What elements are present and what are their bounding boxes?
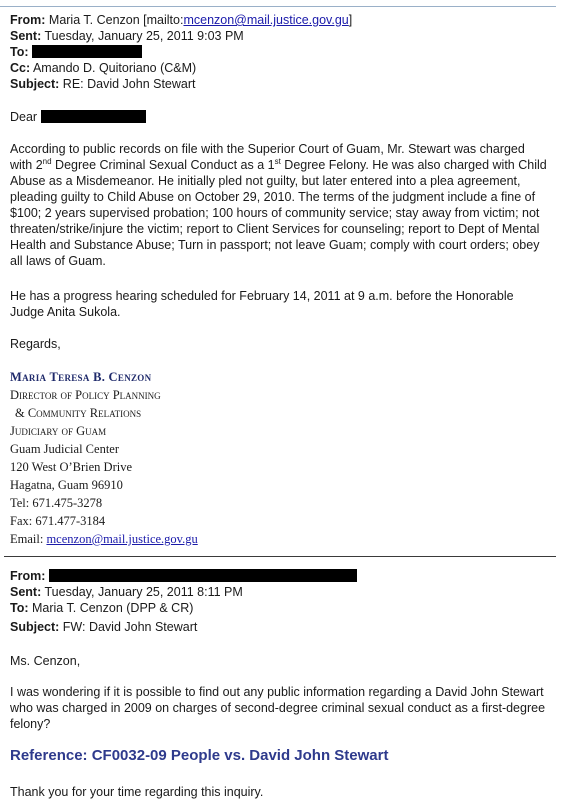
para1-part-b: Degree Criminal Sexual Conduct as a 1 [51, 158, 275, 172]
from-email-link[interactable]: mcenzon@mail.justice.gov.gu [183, 13, 349, 27]
signature-building: Guam Judicial Center [10, 442, 119, 456]
subject-label: Subject: [10, 77, 60, 91]
to-label: To: [10, 45, 29, 59]
reply-subject-line [10, 76, 555, 92]
from-label: From: [10, 13, 46, 27]
orig-from-label: From: [10, 569, 46, 583]
from-close: ] [348, 13, 353, 27]
from-value: Maria T. Cenzon [mailto: [48, 13, 184, 27]
reply-to-line [10, 44, 555, 60]
subject-value: RE: David John Stewart [62, 77, 196, 91]
signature-title-1: Director of Policy Planning [10, 388, 161, 402]
reply-sent-line [10, 28, 555, 44]
reference-line: Reference: CF0032-09 People vs. David John Stewart [10, 747, 389, 764]
original-thanks: Thank you for your time regarding this inquiry. [10, 785, 264, 799]
redacted-recipient [32, 45, 142, 58]
greeting-text: Dear [10, 110, 38, 124]
cc-label: Cc: [10, 61, 31, 75]
signature-fax: Fax: 671.477-3184 [10, 514, 106, 528]
signature-email-label: Email: [10, 532, 47, 546]
message-divider [4, 556, 556, 557]
reply-from-line [10, 12, 555, 28]
para1-part-c: Degree Felony. He was also charged with Child Abuse as a Misdemeanor. He initially pled not guilty, but later entered into a plea agreement, pleading guilty to Child Abuse on October 29, 2010. The terms of the judgment include a fine of $100; 2 years supervised probation; 100 hours of community service; stay away from victim; not threaten/strike/injure the victim; report to Client Services for counseling; report to Dept of Mental Health and Substance Abuse; Turn in passport; not leave Guam; comply with court orders; obey all laws of Guam. [10, 158, 547, 268]
redacted-sender [49, 569, 357, 582]
orig-sent-label: Sent: [10, 585, 42, 599]
signature-tel: Tel: 671.475-3278 [10, 496, 103, 510]
reply-cc-line [10, 60, 555, 76]
top-divider [0, 6, 556, 7]
orig-subject-value: FW: David John Stewart [62, 620, 198, 634]
signature-block [10, 368, 198, 548]
para1-sup-nd: nd [42, 156, 52, 166]
signature-street: 120 West O’Brien Drive [10, 460, 133, 474]
reply-paragraph-2: He has a progress hearing scheduled for February 14, 2011 at 9 a.m. before the Honorable Judge Anita Sukola. [10, 289, 514, 319]
orig-to-value: Maria T. Cenzon (DPP & CR) [32, 601, 194, 615]
para1-part-a: According to public records on file with the Superior Court of Guam, Mr. Stewart was charged with 2 [10, 142, 525, 172]
original-sent-line [10, 584, 555, 600]
orig-to-label: To: [10, 601, 29, 615]
cc-value: Amando D. Quitoriano (C&M) [32, 61, 197, 75]
para1-sup-st: st [274, 156, 281, 166]
signature-name: Maria Teresa B. Cenzon [10, 370, 152, 384]
reply-greeting [10, 109, 550, 125]
sent-value: Tuesday, January 25, 2011 9:03 PM [44, 29, 244, 43]
signature-email-link[interactable]: mcenzon@mail.justice.gov.gu [46, 532, 198, 546]
original-to-line [10, 600, 555, 616]
redacted-addressee [41, 110, 146, 123]
signature-email-line [10, 530, 198, 548]
original-greeting: Ms. Cenzon, [10, 654, 81, 668]
orig-sent-value: Tuesday, January 25, 2011 8:11 PM [44, 585, 243, 599]
signature-title-2: & Community Relations [15, 406, 142, 420]
sent-label: Sent: [10, 29, 42, 43]
orig-subject-label: Subject: [10, 620, 60, 634]
signature-org: Judiciary of Guam [10, 424, 107, 438]
original-subject-line [10, 619, 555, 635]
original-body: I was wondering if it is possible to find out any public information regarding a David John Stewart who was charged in 2009 on charges of second-degree criminal sexual conduct as a first-degree felony? [10, 685, 546, 731]
signature-city: Hagatna, Guam 96910 [10, 478, 123, 492]
reply-paragraph-1 [10, 141, 550, 269]
reply-closing: Regards, [10, 337, 61, 351]
original-from-line [10, 568, 555, 584]
